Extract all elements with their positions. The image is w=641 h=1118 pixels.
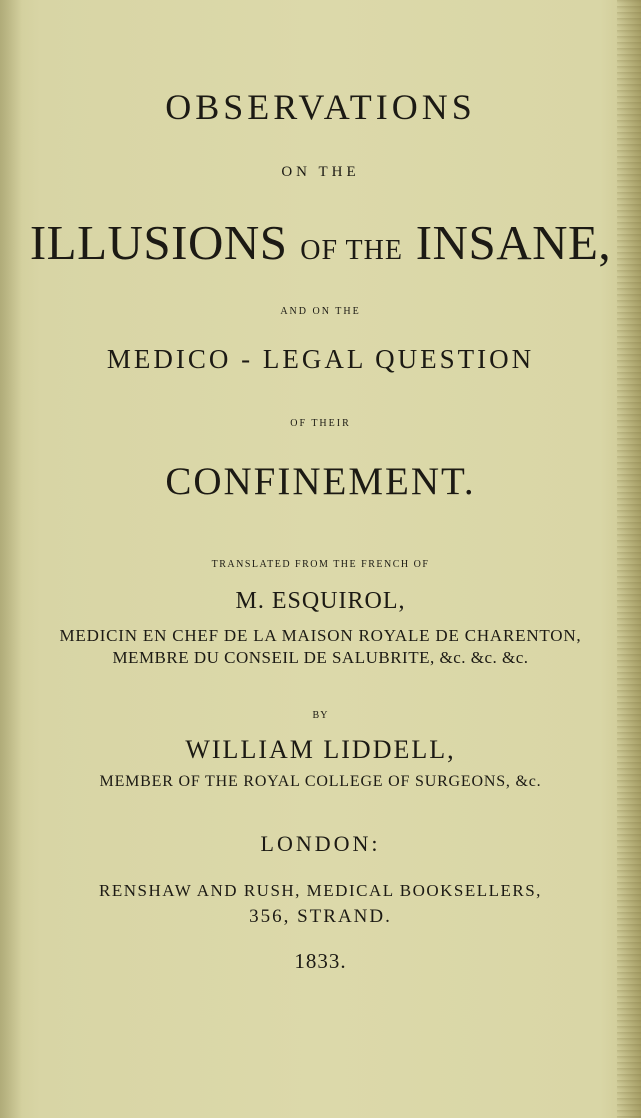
title-confinement: CONFINEMENT. [165, 460, 476, 503]
title-insane: INSANE, [415, 215, 612, 270]
title-and-on-the: AND ON THE [280, 306, 361, 317]
author-name: M. ESQUIROL, [235, 588, 406, 614]
imprint-year: 1833. [294, 949, 347, 973]
title-observations: OBSERVATIONS [165, 87, 476, 127]
translated-from: TRANSLATED FROM THE FRENCH OF [211, 559, 430, 570]
title-of-the: OF THE [300, 235, 403, 266]
imprint-address: 356, STRAND. [249, 906, 392, 927]
title-of-their: OF THEIR [290, 418, 351, 429]
title-on-the: ON THE [281, 164, 360, 180]
translator-name: WILLIAM LIDDELL, [185, 735, 456, 764]
title-medico-legal: MEDICO - LEGAL QUESTION [106, 344, 535, 374]
author-title-2: MEMBRE DU CONSEIL DE SALUBRITE, &c. &c. &c. [112, 648, 529, 667]
imprint-city: LONDON: [260, 831, 381, 856]
translator-title: MEMBER OF THE ROYAL COLLEGE OF SURGEONS, &c. [99, 773, 542, 790]
title-illusions-line [0, 214, 641, 271]
author-title-1: MEDICIN EN CHEF DE LA MAISON ROYALE DE CHARENTON, [59, 626, 582, 645]
title-illusions: ILLUSIONS [29, 215, 288, 270]
imprint-publisher: RENSHAW AND RUSH, MEDICAL BOOKSELLERS, [99, 881, 542, 900]
by-label: BY [312, 710, 329, 721]
